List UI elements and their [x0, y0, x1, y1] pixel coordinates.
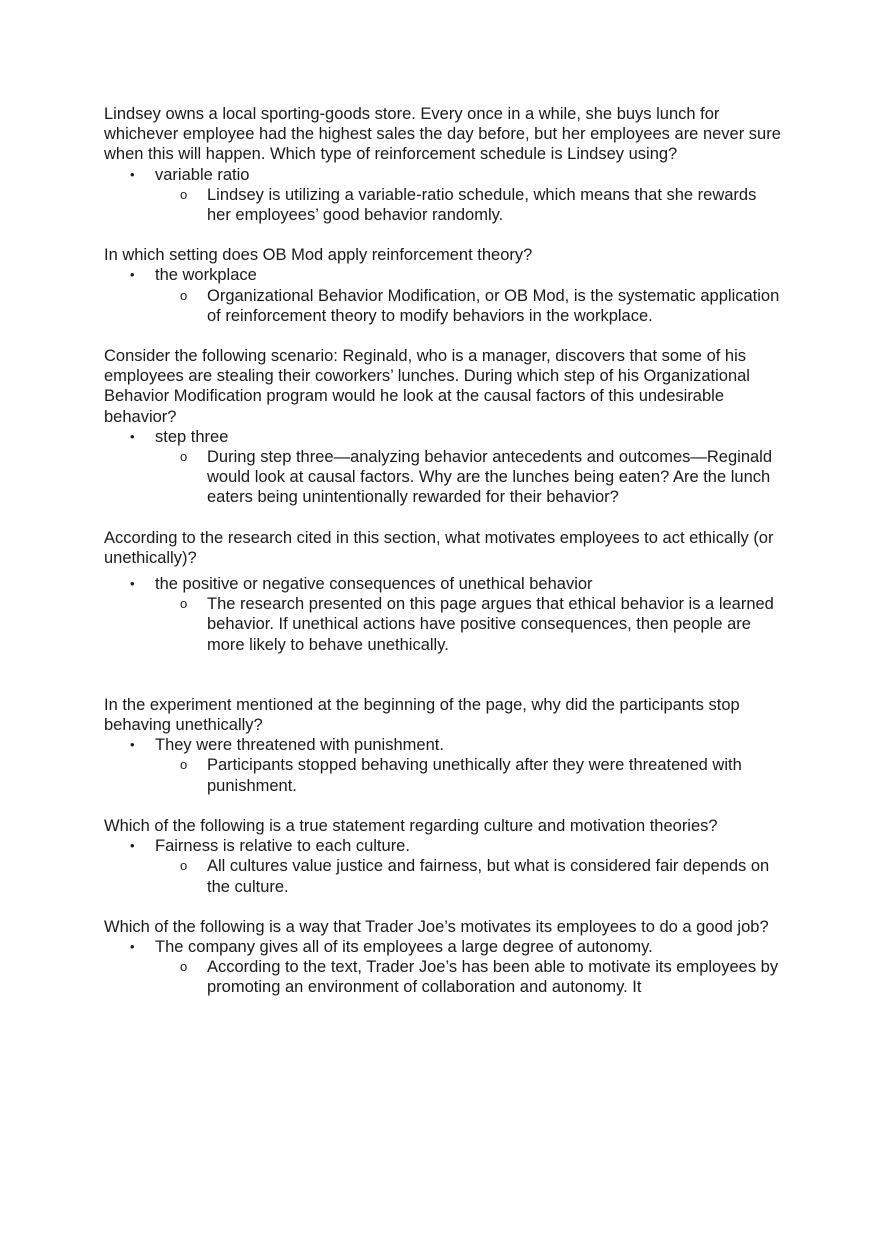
document-page [104, 104, 784, 998]
qa-item-4 [104, 528, 784, 655]
answer-item [130, 735, 784, 755]
qa-item-7 [104, 917, 784, 998]
question-text: Lindsey owns a local sporting-goods store. Every once in a while, she buys lunch for whichever employee had the highest sales the day before, but her employees are never sure when this will happen. Which type of reinforcement schedule is Lindsey using? [104, 105, 781, 164]
question-text: Which of the following is a way that Trader Joe’s motivates its employees to do a good job? [104, 917, 769, 936]
explanation-text: During step three—analyzing behavior antecedents and outcomes—Reginald would look at causal factors. Why are the lunches being eaten? Are the lunch eaters being unintentionally rewarded for their behavior? [207, 448, 773, 507]
explanation-text: Organizational Behavior Modification, or OB Mod, is the systematic application of reinforcement theory to modify behaviors in the workplace. [207, 286, 780, 325]
explanation-text: Lindsey is utilizing a variable-ratio schedule, which means that she rewards her employees’ good behavior randomly. [207, 185, 757, 225]
sub-bullet-icon: o [180, 959, 188, 975]
sub-bullet-icon: o [180, 186, 188, 202]
question-text: Consider the following scenario: Reginald, who is a manager, discovers that some of his employees are stealing their coworkers’ lunches. During which step of his Organizational Behavior Modification program would he look at the causal factors of this undesirable behavior? [104, 347, 750, 426]
bullet-icon: • [130, 938, 135, 954]
bullet-icon: • [130, 838, 135, 854]
question-text: In the experiment mentioned at the beginning of the page, why did the participants stop behaving unethically? [104, 695, 740, 735]
answer-item [130, 165, 784, 185]
sub-bullet-icon: o [180, 287, 188, 303]
sub-bullet-icon: o [180, 596, 188, 612]
bullet-icon: • [130, 576, 135, 592]
explanation-item [180, 286, 784, 326]
qa-item-6 [104, 816, 784, 897]
explanation-item [180, 185, 784, 225]
explanation-text: All cultures value justice and fairness, but what is considered fair depends on the culture. [207, 857, 770, 896]
bullet-icon: • [130, 166, 135, 182]
bullet-icon: • [130, 267, 135, 283]
sub-bullet-icon: o [180, 757, 188, 773]
explanation-item [180, 856, 784, 896]
question-text: In which setting does OB Mod apply reinforcement theory? [104, 246, 533, 265]
explanation-text: The research presented on this page argues that ethical behavior is a learned behavior. If unethical actions have positive consequences, then people are more likely to behave unethically. [207, 595, 774, 654]
explanation-item [180, 957, 784, 997]
question-text: According to the research cited in this section, what motivates employees to act ethically (or unethically)? [104, 528, 774, 567]
explanation-text: According to the text, Trader Joe’s has been able to motivate its employees by promoting an environment of collaboration and autonomy. It [207, 958, 779, 997]
answer-item [130, 836, 784, 856]
question-text: Which of the following is a true statement regarding culture and motivation theories? [104, 816, 718, 835]
answer-item [130, 574, 784, 594]
bullet-icon: • [130, 428, 135, 444]
qa-item-1 [104, 104, 784, 225]
answer-text: step three [155, 427, 229, 446]
bullet-icon: • [130, 737, 135, 753]
answer-item [130, 265, 784, 285]
answer-text: Fairness is relative to each culture. [155, 837, 410, 856]
answer-item [130, 937, 784, 957]
qa-item-2 [104, 245, 784, 326]
answer-text: the positive or negative consequences of unethical behavior [155, 575, 593, 594]
sub-bullet-icon: o [180, 449, 188, 465]
answer-text: The company gives all of its employees a large degree of autonomy. [155, 937, 653, 956]
answer-text: the workplace [155, 266, 257, 285]
answer-item [130, 427, 784, 447]
explanation-item [180, 755, 784, 795]
answer-text: They were threatened with punishment. [155, 736, 444, 755]
qa-item-3 [104, 346, 784, 508]
sub-bullet-icon: o [180, 858, 188, 874]
explanation-item [180, 594, 784, 655]
answer-text: variable ratio [155, 165, 250, 184]
explanation-item [180, 447, 784, 508]
explanation-text: Participants stopped behaving unethically after they were threatened with punishment. [207, 756, 742, 795]
qa-item-5 [104, 695, 784, 796]
